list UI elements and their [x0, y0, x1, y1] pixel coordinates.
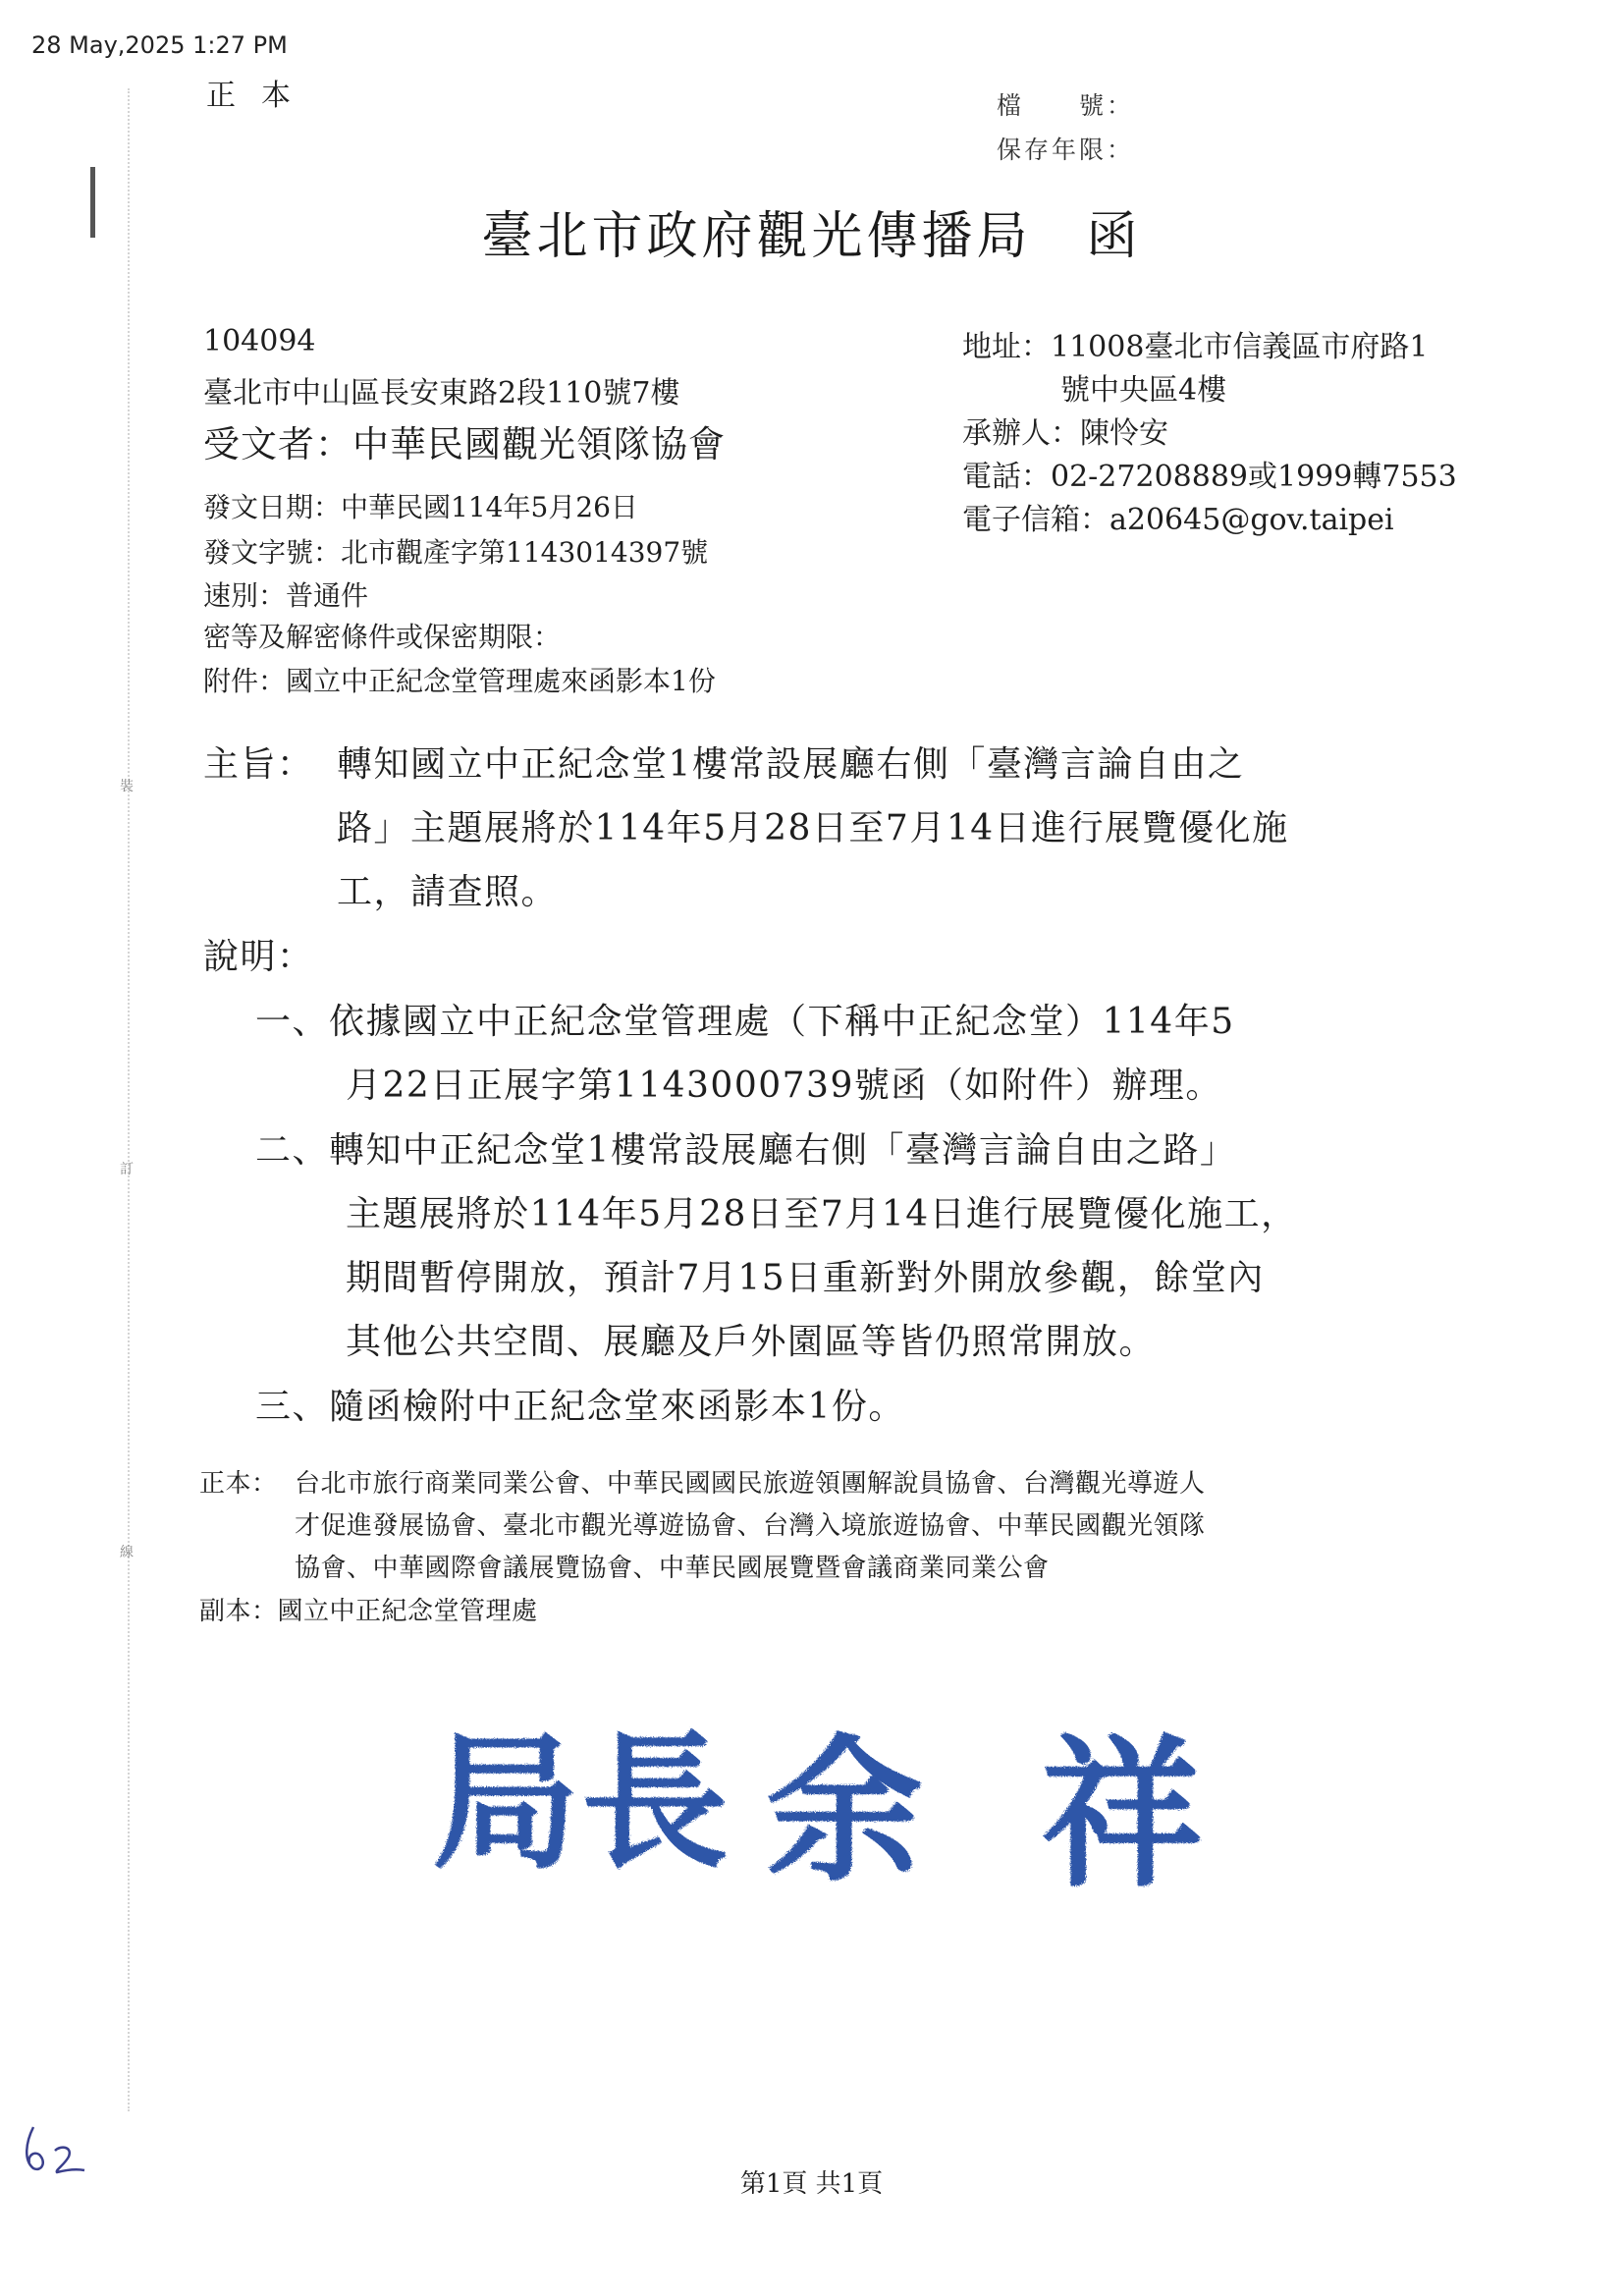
recipient-line: 受文者：中華民國觀光領隊協會 — [203, 423, 726, 465]
document-title: 臺北市政府觀光傳播局 函 — [481, 207, 1142, 266]
sender-email: 電子信箱：a20645@gov.taipei — [962, 503, 1394, 537]
director-seal-stamp — [412, 1709, 1257, 1899]
delivery-speed: 速別：普通件 — [203, 579, 369, 612]
svg-text:祥: 祥 — [1041, 1719, 1203, 1895]
svg-text:長: 長 — [581, 1717, 730, 1889]
margin-mark-staple: 訂 — [120, 1162, 134, 1177]
sender-handler: 承辦人：陳怜安 — [962, 416, 1168, 451]
page-number: 第1頁 共1頁 — [739, 2169, 884, 2199]
binding-margin-line — [128, 88, 130, 2111]
subject-line: 轉知國立中正紀念堂1樓常設展廳右側「臺灣言論自由之 — [337, 744, 1245, 785]
sender-phone: 電話：02-27208889或1999轉7553 — [962, 460, 1457, 494]
attachment: 附件：國立中正紀念堂管理處來函影本1份 — [203, 665, 716, 697]
explanation-item-2-cont: 其他公共空間、展廳及戶外園區等皆仍照常開放。 — [346, 1322, 1157, 1362]
secrecy-level: 密等及解密條件或保密期限： — [203, 621, 562, 653]
margin-mark-line: 線 — [120, 1545, 134, 1560]
issue-date: 發文日期：中華民國114年5月26日 — [203, 491, 638, 523]
seal-graphic — [412, 1709, 1257, 1895]
explanation-item-1: 一、依據國立中正紀念堂管理處（下稱中正紀念堂）114年5 — [255, 1002, 1235, 1042]
original-recipients-line: 協會、中華國際會議展覽協會、中華民國展覽暨會議商業同業公會 — [295, 1554, 1050, 1583]
sender-address-line2: 號中央區4樓 — [1060, 373, 1227, 408]
svg-text:余: 余 — [766, 1719, 924, 1895]
scan-timestamp: 28 May,2025 1:27 PM — [31, 31, 288, 59]
recipient-postal-code: 104094 — [203, 324, 316, 358]
explanation-item-3: 三、隨函檢附中正紀念堂來函影本1份。 — [255, 1387, 905, 1427]
svg-text:局: 局 — [432, 1717, 580, 1889]
sender-address-line1: 地址：11008臺北市信義區市府路1 — [962, 330, 1429, 364]
file-number-label: 檔 號： — [997, 91, 1135, 120]
original-recipients-line: 才促進發展協會、臺北市觀光導遊協會、台灣入境旅遊協會、中華民國觀光領隊 — [295, 1511, 1206, 1541]
retention-period-label: 保存年限： — [997, 136, 1135, 164]
subject-label: 主旨： — [203, 744, 314, 785]
original-recipients-label: 正本： — [199, 1469, 278, 1499]
explanation-label: 說明： — [203, 937, 314, 977]
subject-line: 工，請查照。 — [337, 872, 559, 912]
copy-type: 正本 — [206, 79, 316, 113]
document-number: 發文字號：北市觀產字第1143014397號 — [203, 536, 709, 569]
original-recipients-line: 台北市旅行商業同業公會、中華民國國民旅遊領團解說員協會、台灣觀光導遊人 — [295, 1469, 1206, 1499]
margin-mark-bind: 裝 — [120, 779, 134, 794]
recipient-address: 臺北市中山區長安東路2段110號7樓 — [203, 376, 680, 410]
explanation-item-1-cont: 月22日正展字第1143000739號函（如附件）辦理。 — [346, 1066, 1222, 1106]
subject-line: 路」主題展將於114年5月28日至7月14日進行展覽優化施 — [337, 808, 1289, 848]
copy-recipients: 副本：國立中正紀念堂管理處 — [199, 1597, 538, 1626]
explanation-item-2: 二、轉知中正紀念堂1樓常設展廳右側「臺灣言論自由之路」 — [255, 1130, 1237, 1171]
explanation-item-2-cont: 主題展將於114年5月28日至7月14日進行展覽優化施工， — [346, 1194, 1298, 1234]
explanation-item-2-cont: 期間暫停開放，預計7月15日重新對外開放參觀，餘堂內 — [346, 1258, 1265, 1298]
